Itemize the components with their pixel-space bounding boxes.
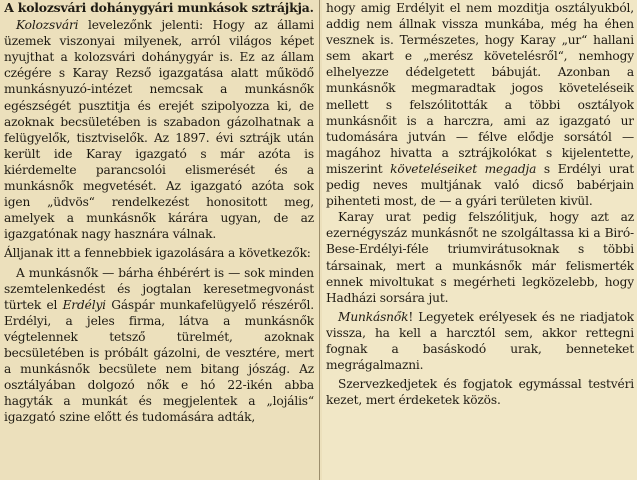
- intro-lead-word: Kolozsvári: [16, 18, 79, 33]
- paragraph-organize: Szervezkedjetek és fogjatok egymással testvéri kezet, mert érdeketek közös.: [326, 377, 634, 408]
- incident-name: Erdélyi: [62, 297, 106, 312]
- continuation-emphasis: követeléseiket megadja: [390, 161, 537, 176]
- appeal-text: ! Legyetek erélyesek és ne riadjatok vissza, ha kell a harcztól sem, akkor rettegni fognak a basáskodó urak, benneteket megrágalmazni.: [326, 309, 634, 373]
- continuation-text-b: s Erdélyi urat pedig neves multjának való dicső babérjain pihenteti most, de — a gyári területen kivül.: [326, 161, 634, 209]
- incident-text-a: A munkásnők — bárha éhbérért is — sok minden szemtelenkedést és jogtalan keresetmegvonást türtek el: [4, 265, 314, 312]
- paragraph-incident: [4, 265, 314, 426]
- appeal-lead-word: Munkásnők: [338, 309, 409, 324]
- paragraph-continuation: [326, 0, 634, 209]
- paragraph-appeal-workers: [326, 309, 634, 373]
- paragraph-evidence-intro: Álljanak itt a fennebbiek igazolására a következők:: [4, 246, 311, 261]
- intro-text: levelezőnk jelenti: Hogy az állami üzemek viszonyai milyenek, arról világos képet nyujthat a kolozsvári dohánygyár is. Ez az állam czégére s Karay Rezső igazgatása alatt működő munkásnyuzó-intézet nemcsak a munkásnők egészségét pusztitja és erejét szipolyozza ki, de azoknak becsületében is szabadon gázolhatnak a felügyelők, tisztviselők. Az 1897. évi sztrájk után került ide Karay igazgató s már azóta is kiérdemelte parancsolói elismerését és a munkásnők megvetését. Az igazgató azóta sok igen „üdvös“ rendelkezést honositott meg, amelyek a munkásnők kárára ugyan, de az igazgatónak nagy hasznára válnak.: [4, 18, 314, 242]
- right-column: [326, 0, 634, 480]
- article-headline: A kolozsvári dohánygyári munkások sztrájkja.: [4, 0, 314, 15]
- paragraph-appeal-director: Karay urat pedig felszólitjuk, hogy azt az ezernégyszáz munkásnőt ne szolgáltassa ki a Biró-Bese-Erdélyi-féle triumvirátusoknak s többi társainak, mert a munkásnők már felismerték ennek mivoltukat s megérheti legközelebb, hogy Hadházi sorsára jut.: [326, 210, 634, 305]
- paragraph-intro: [4, 17, 314, 242]
- continuation-text-a: hogy amig Erdélyit el nem mozditja osztályukból, addig nem állnak vissza munkába, még ha éhen vesznek is. Természetes, hogy Karay „ur“ hallani sem akart e „merész követelésről“, nemhogy elhelyezze dédelgetett bábuját. Azonban a munkásnők megmaradtak jogos követeléseik mellett s felszólitották a többi osztályok munkásnőit is a harczra, ami az igazgató ur tudomására jutván — félve elődje sorsától — magához hivatta a sztrájkolókat s kijelentette, miszerint: [326, 1, 634, 176]
- incident-text-b: Gáspár munkafelügyelő részéről. Erdélyi, a jeles firma, látva a munkásnők végtelennek tetsző türelmét, azoknak becsületében is próbált gázolni, de vesztére, mert a munkásnők becsülete nem bitang jószág. Az osztályában dolgozó nők e hó 22-ikén abba hagyták a munkát és megjelentek a „lojális“ igazgató szine előtt és tudomására adták,: [4, 297, 314, 425]
- left-column: [4, 0, 314, 480]
- column-divider: [319, 0, 320, 480]
